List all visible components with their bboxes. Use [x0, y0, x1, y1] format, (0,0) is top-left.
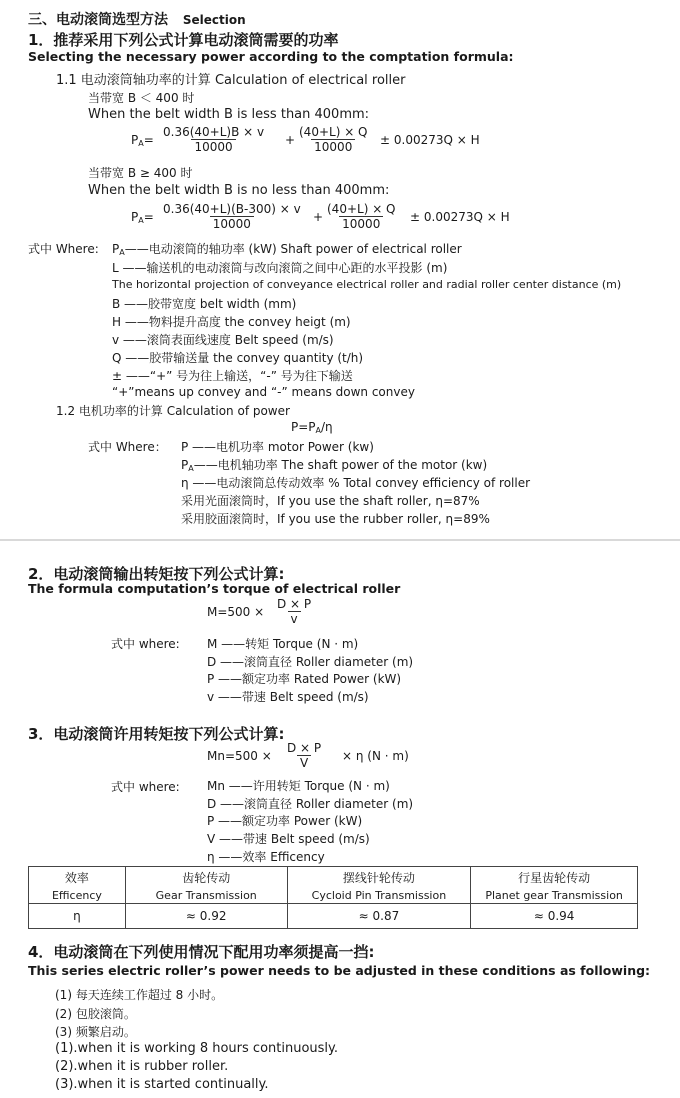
formula1-fraction2 — [296, 125, 371, 154]
part2-where-m: M ——转矩 Torque (N · m) — [207, 637, 359, 651]
table-header-cell: 效率 Efficency — [29, 867, 126, 904]
part4-heading-cn: 4．电动滚筒在下列使用情况下配用功率须提高一挡: — [28, 943, 375, 961]
formula1-tail: ± 0.00273Q × H — [380, 133, 480, 147]
formula2-fraction1 — [160, 202, 304, 231]
formula1-num2: (40+L) × Q — [299, 125, 368, 139]
where-label-1: 式中 Where: — [28, 242, 99, 256]
formula1-num1: 0.36(40+L)B × v — [163, 125, 265, 139]
where-q: Q ——胶带输送量 the convey quantity (t/h) — [112, 351, 364, 365]
part2-formula-den: v — [288, 611, 301, 626]
where2-eta: η ——电动滚筒总传动效率 % Total convey efficiency of roller — [181, 476, 531, 490]
part3-where-v: V ——带速 Belt speed (m/s) — [207, 832, 370, 846]
table-header-cell: 摆线针轮传动 Cycloid Pin Transmission — [287, 867, 471, 904]
condition-2-cn: 当带宽 B ≥ 400 时 — [88, 166, 193, 180]
formula1-plus: + — [285, 133, 296, 147]
list-item: (3).when it is started continually. — [55, 1077, 269, 1092]
table-header-cell: 行星齿轮传动 Planet gear Transmission — [471, 867, 638, 904]
part3-where-eta: η ——效率 Efficency — [207, 850, 325, 864]
part3-where-d: D ——滚筒直径 Roller diameter (m) — [207, 797, 414, 811]
formula2-num2: (40+L) × Q — [327, 202, 396, 216]
list-item: (1).when it is working 8 hours continuously. — [55, 1041, 339, 1056]
part3-where-label: 式中 where: — [111, 780, 180, 794]
part2-formula-num: D × P — [277, 597, 312, 611]
where-l: L ——输送机的电动滚筒与改向滚筒之间中心距的水平投影 (m) — [112, 261, 448, 275]
part2-where-p: P ——额定功率 Rated Power (kW) — [207, 672, 402, 686]
table-cell: η — [29, 904, 126, 929]
part3-heading-cn: 3．电动滚筒许用转矩按下列公式计算: — [28, 725, 285, 743]
table-row — [29, 904, 638, 929]
formula1-den1: 10000 — [191, 139, 235, 154]
where-plusminus: ± ——“+” 号为往上输送，“-” 号为往下输送 — [112, 369, 353, 383]
condition-1-en: When the belt width B is less than 400mm: — [88, 107, 370, 122]
where-plusminus-en: “+”means up convey and “-” means down convey — [112, 385, 415, 399]
part2-formula-lhs: M=500 × — [207, 605, 265, 619]
where-l-en: The horizontal projection of conveyance electrical roller and radial roller center distance (m) — [112, 278, 622, 291]
part3-formula-fraction — [284, 741, 324, 770]
formula3: $P=P_A/\eta$ — [291, 420, 333, 435]
table-cell: ≈ 0.94 — [471, 904, 638, 929]
formula2-plus: + — [313, 210, 324, 224]
part3-where-mn: Mn ——许用转矩 Torque (N · m) — [207, 779, 390, 793]
where-label-2: 式中 Where： — [88, 440, 167, 454]
part3-formula-tail: × η (N · m) — [342, 749, 409, 763]
part2-where-d: D ——滚筒直径 Roller diameter (m) — [207, 655, 414, 669]
list-item: (3) 频繁启动。 — [55, 1025, 136, 1039]
condition-1-cn: 当带宽 B ＜ 400 时 — [88, 91, 195, 105]
part2-heading-en: The formula computation’s torque of electrical roller — [28, 581, 401, 596]
formula2-den1: 10000 — [210, 216, 254, 231]
part3-formula-num: D × P — [287, 741, 322, 755]
part1-heading-en: Selecting the necessary power according to the comptation formula: — [28, 49, 514, 64]
list-item: (2) 包胶滚筒。 — [55, 1007, 136, 1021]
efficiency-table — [28, 866, 638, 929]
part2-where-label: 式中 where: — [111, 637, 180, 651]
condition-2-en: When the belt width B is no less than 400mm: — [88, 183, 390, 198]
formula2-tail: ± 0.00273Q × H — [410, 210, 510, 224]
where-v: v ——滚筒表面线速度 Belt speed (m/s) — [112, 333, 334, 347]
table-header-row — [29, 867, 638, 904]
formula2-num1: 0.36(40+L)(B-300) × v — [163, 202, 301, 216]
where-b: B ——胶带宽度 belt width (mm) — [112, 297, 297, 311]
formula1-lhs: $P_A=$ — [131, 133, 154, 148]
where2-shaft: 采用光面滚筒时，If you use the shaft roller, η=87% — [181, 494, 480, 508]
part1-heading-cn: 1．推荐采用下列公式计算电动滚筒需要的功率 — [28, 31, 339, 49]
part3-formula-lhs: Mn=500 × — [207, 749, 272, 763]
table-header-cell: 齿轮传动 Gear Transmission — [125, 867, 287, 904]
divider — [0, 539, 680, 541]
formula2-den2: 10000 — [339, 216, 383, 231]
part3-where-p: P ——额定功率 Power (kW) — [207, 814, 363, 828]
list-item: (2).when it is rubber roller. — [55, 1059, 229, 1074]
section-title-en: Selection — [182, 13, 246, 27]
list-item: (1) 每天连续工作超过 8 小时。 — [55, 988, 224, 1002]
where-h: H ——物料提升高度 the convey heigt (m) — [112, 315, 351, 329]
formula2-lhs: $P_A=$ — [131, 210, 154, 225]
table-cell: ≈ 0.87 — [287, 904, 471, 929]
section-title — [28, 9, 246, 29]
formula2-fraction2 — [324, 202, 399, 231]
formula1-den2: 10000 — [311, 139, 355, 154]
table-cell: ≈ 0.92 — [125, 904, 287, 929]
part3-formula-den: V — [297, 755, 311, 770]
part2-where-v: v ——带速 Belt speed (m/s) — [207, 690, 369, 704]
where-pa: $P_A——$电动滚筒的轴功率 (kW) Shaft power of electrical roller — [112, 242, 462, 257]
part2-formula-fraction — [274, 597, 314, 626]
subsection-1-1: 1.1 电动滚筒轴功率的计算 Calculation of electrical roller — [56, 73, 406, 88]
part4-heading-en: This series electric roller’s power needs to be adjusted in these conditions as following: — [28, 963, 651, 978]
where2-rubber: 采用胶面滚筒时，If you use the rubber roller, η=89% — [181, 512, 490, 526]
formula1-fraction1 — [160, 125, 267, 154]
section-title-cn: 三、电动滚筒选型方法 — [28, 12, 168, 28]
subsection-1-2: 1.2 电机功率的计算 Calculation of power — [56, 404, 290, 418]
part2-heading-cn: 2．电动滚筒输出转矩按下列公式计算: — [28, 565, 285, 583]
where2-pa: $P_A——$电机轴功率 The shaft power of the motor (kw) — [181, 458, 488, 473]
where2-p: P ——电机功率 motor Power (kw) — [181, 440, 374, 454]
